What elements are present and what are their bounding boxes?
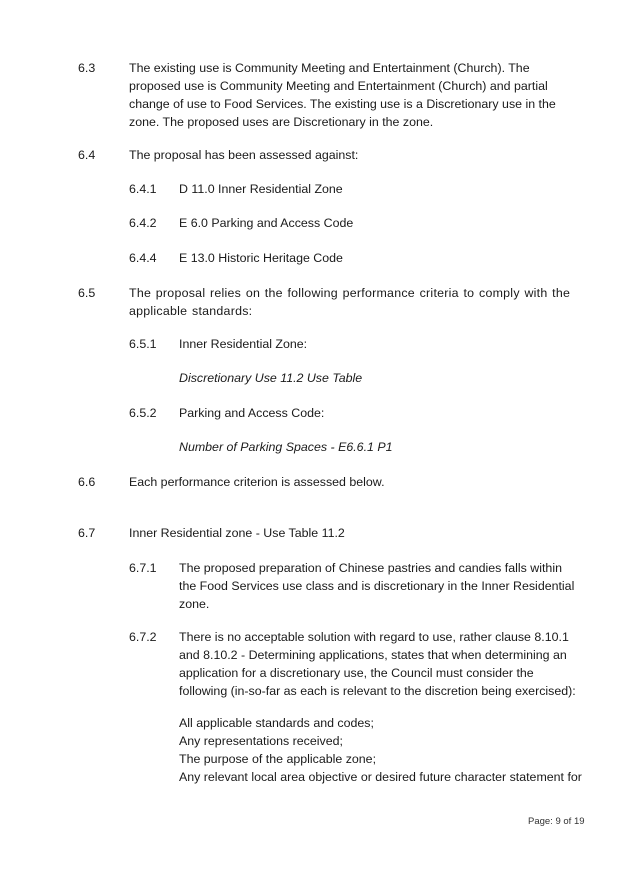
subsection-number-6-4-2: 6.4.2 [129, 216, 157, 230]
page-number-footer: Page: 9 of 19 [528, 816, 585, 827]
subsection-text-6-4-2: E 6.0 Parking and Access Code [179, 216, 354, 230]
section-number-6-5: 6.5 [78, 286, 96, 300]
subsection-number-6-5-2: 6.5.2 [129, 406, 157, 420]
subsection-number-6-4-1: 6.4.1 [129, 182, 157, 196]
subsection-number-6-4-4: 6.4.4 [129, 251, 157, 265]
subsection-text-6-7-2: There is no acceptable solution with regard to use, rather clause 8.10.1 and 8.10.2 - Determining applications, states that when determining an application for a discretionary use, the Council must consider the following (in-so-far as each is relevant to the discretion being exercised): [179, 630, 576, 698]
section-text-6-3: The existing use is Community Meeting and Entertainment (Church). The proposed use is Community Meeting and Entertainment (Church) and partial change of use to Food Services. The existing use is a Discretionary use in the zone. The proposed uses are Discretionary in the zone. [129, 61, 556, 129]
section-number-6-4: 6.4 [78, 148, 96, 162]
section-text-6-6: Each performance criterion is assessed below. [129, 475, 385, 489]
subsection-detail-6-5-2: Number of Parking Spaces - E6.6.1 P1 [179, 440, 393, 454]
subsection-number-6-5-1: 6.5.1 [129, 337, 157, 351]
subsection-number-6-7-2: 6.7.2 [129, 630, 157, 644]
subsection-text-6-7-1: The proposed preparation of Chinese pastries and candies falls within the Food Services use class and is discretionary in the Inner Residential zone. [179, 561, 575, 611]
section-number-6-7: 6.7 [78, 526, 96, 540]
subsection-text-6-4-4: E 13.0 Historic Heritage Code [179, 251, 343, 265]
subsection-number-6-7-1: 6.7.1 [129, 561, 157, 575]
consideration-item: Any relevant local area objective or desired future character statement for [179, 770, 582, 784]
section-text-6-5: The proposal relies on the following performance criteria to comply with the applicable standards: [129, 286, 571, 318]
subsection-detail-6-5-1: Discretionary Use 11.2 Use Table [179, 371, 363, 385]
consideration-item: The purpose of the applicable zone; [179, 752, 377, 766]
consideration-item: Any representations received; [179, 734, 343, 748]
section-number-6-6: 6.6 [78, 475, 96, 489]
subsection-text-6-4-1: D 11.0 Inner Residential Zone [179, 182, 343, 196]
considerations-list [179, 714, 589, 786]
section-text-6-7: Inner Residential zone - Use Table 11.2 [129, 526, 345, 540]
section-text-6-4: The proposal has been assessed against: [129, 148, 359, 162]
consideration-item: All applicable standards and codes; [179, 716, 374, 730]
section-number-6-3: 6.3 [78, 61, 96, 75]
subsection-text-6-5-2: Parking and Access Code: [179, 406, 325, 420]
subsection-text-6-5-1: Inner Residential Zone: [179, 337, 308, 351]
